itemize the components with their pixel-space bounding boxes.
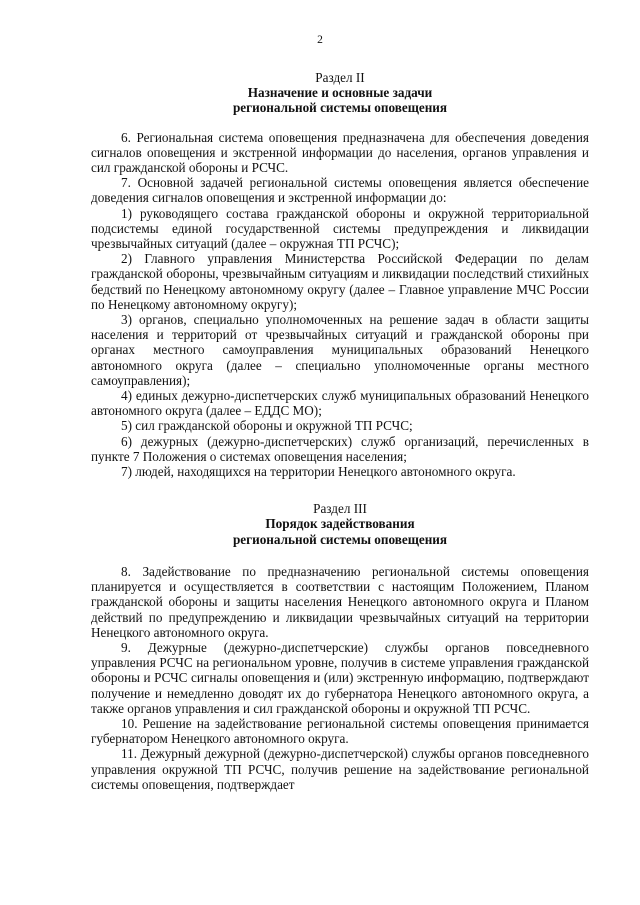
paragraph-8: 8. Задействование по предназначению региональной системы оповещения планируется и осуществляется в соответствии с настоящим Положением, Планом гражданской обороны и защиты населения Ненецкого автономного округа и Планом действий по предупреждению и ликвидации чрезвычайных ситуаций на территории Ненецкого автономного округа. xyxy=(91,563,589,640)
section-3-heading xyxy=(91,501,589,547)
list-item-6: 6) дежурных (дежурно-диспетчерских) служб организаций, перечисленных в пункте 7 Положения о системах оповещения населения; xyxy=(91,433,589,464)
section-3-label: Раздел III xyxy=(313,501,367,517)
section-2-heading xyxy=(91,70,589,116)
section-2-label: Раздел II xyxy=(315,70,365,85)
list-item-2: 2) Главного управления Министерства Российской Федерации по делам гражданской обороны, чрезвычайным ситуациям и ликвидации последствий стихийных бедствий по Ненецкому автономному округу (далее – Главное управление МЧС России по Ненецкому автономному округу); xyxy=(91,251,589,312)
page-number: 2 xyxy=(317,34,323,46)
paragraph-11: 11. Дежурный дежурной (дежурно-диспетчерской) службы органов повседневного управления окружной ТП РСЧС, получив решение на задействование региональной системы оповещения, подтверждает xyxy=(91,746,589,792)
paragraph-6: 6. Региональная система оповещения предназначена для обеспечения доведения сигналов оповещения и экстренной информации до населения, органов управления и сил гражданской обороны и РСЧС. xyxy=(91,129,589,176)
list-item-5: 5) сил гражданской обороны и окружной ТП РСЧС; xyxy=(121,418,413,434)
list-item-3: 3) органов, специально уполномоченных на решение задач в области защиты населения и территорий от чрезвычайных ситуаций и гражданской обороны при органах местного самоуправления муниципальных образований Ненецкого автономного округа (далее – специально уполномоченные органы местного самоуправления); xyxy=(91,312,589,388)
section-2-title-line-2: региональной системы оповещения xyxy=(232,100,448,116)
section-3-title-line-2: региональной системы оповещения xyxy=(232,531,448,547)
list-item-7: 7) людей, находящихся на территории Ненецкого автономного округа. xyxy=(121,464,516,480)
section-3-title-line-1: Порядок задействования xyxy=(265,516,415,532)
paragraph-9: 9. Дежурные (дежурно-диспетчерские) службы органов повседневного управления РСЧС на региональном уровне, получив в системе управления гражданской обороны и РСЧС сигналы оповещения и (или) экстренную информацию, подтверждают получение и немедленно доводят их до губернатора Ненецкого автономного округа, а также органов управления и сил гражданской обороны и окружной ТП РСЧС. xyxy=(91,639,589,716)
section-2-title-line-1: Назначение и основные задачи xyxy=(247,85,433,101)
document-body xyxy=(91,70,589,792)
list-item-1: 1) руководящего состава гражданской обороны и окружной территориальной подсистемы единой государственной системы предупреждения и ликвидации чрезвычайных ситуаций (далее – окружная ТП РСЧС); xyxy=(91,205,589,252)
paragraph-7: 7. Основной задачей региональной системы оповещения является обеспечение доведения сигналов оповещения и экстренной информации до: xyxy=(91,175,589,206)
list-item-4: 4) единых дежурно-диспетчерских служб муниципальных образований Ненецкого автономного округа (далее – ЕДДС МО); xyxy=(91,388,589,419)
paragraph-10: 10. Решение на задействование региональной системы оповещения принимается губернатором Ненецкого автономного округа. xyxy=(91,715,589,747)
